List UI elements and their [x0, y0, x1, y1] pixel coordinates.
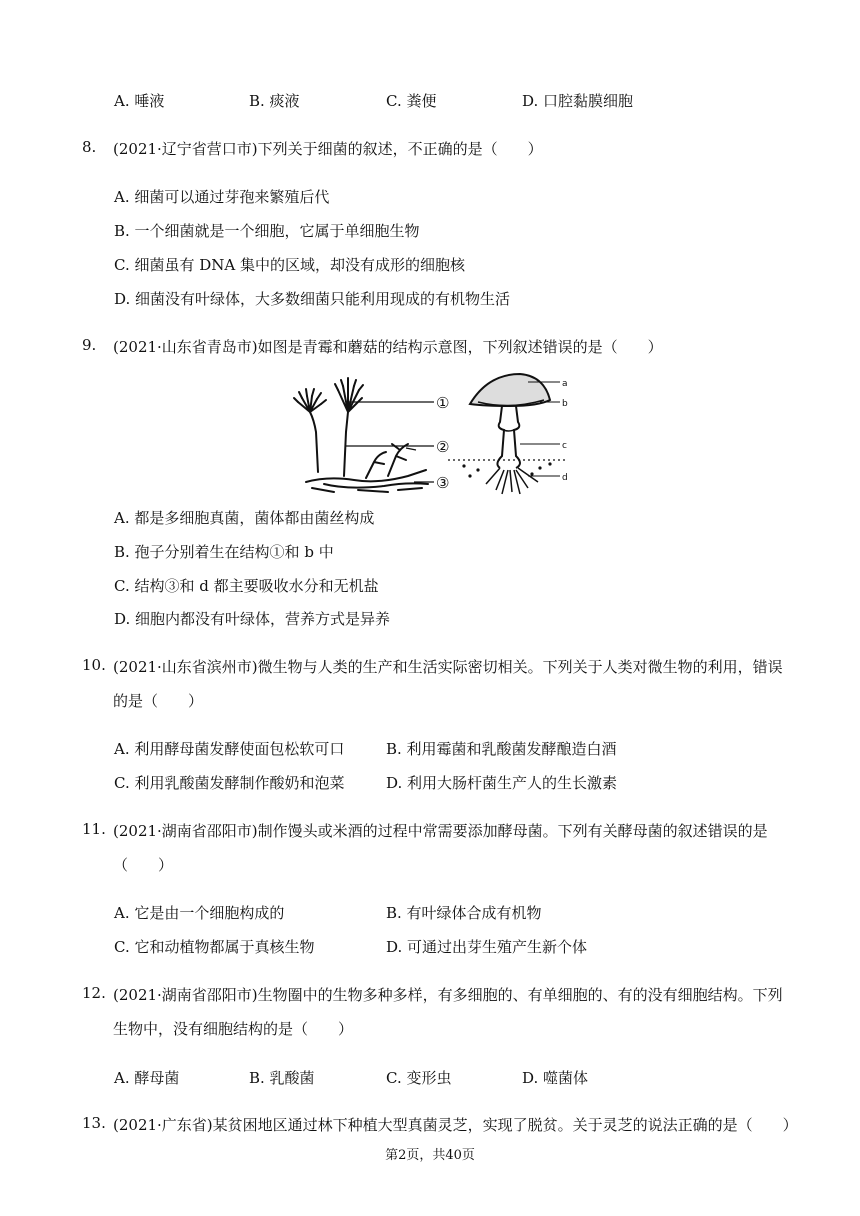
q12-stem-line2: 生物中，没有细胞结构的是（ ） [113, 1020, 354, 1038]
q8-option-c: C. 细菌虽有 DNA 集中的区域，却没有成形的细胞核 [114, 256, 466, 274]
label-b: b [562, 399, 568, 409]
q11-number: 11. [82, 820, 106, 838]
label-c: c [562, 441, 567, 451]
q10-option-a: A. 利用酵母菌发酵使面包松软可口 [114, 740, 345, 758]
q9-stem: (2021·山东省青岛市)如图是青霉和蘑菇的结构示意图，下列叙述错误的是（ ） [113, 338, 663, 356]
label-a: a [562, 379, 568, 389]
q13-stem: (2021·广东省)某贫困地区通过林下种植大型真菌灵芝，实现了脱贫。关于灵芝的说法正确的是（ ） [113, 1116, 798, 1134]
penicillium-mushroom-diagram [288, 372, 574, 496]
page-footer: 第2页，共40页 [385, 1148, 475, 1163]
q8-option-a: A. 细菌可以通过芽孢来繁殖后代 [114, 188, 330, 206]
q11-option-c: C. 它和动植物都属于真核生物 [114, 938, 315, 956]
q7-option-b: B. 痰液 [249, 92, 300, 110]
q8-number: 8. [82, 138, 97, 156]
q11-stem-line1: (2021·湖南省邵阳市)制作馒头或米酒的过程中常需要添加酵母菌。下列有关酵母菌的叙述错误的是 [113, 822, 768, 840]
q9-number: 9. [82, 336, 97, 354]
q9-option-c: C. 结构③和 d 都主要吸收水分和无机盐 [114, 577, 379, 595]
q9-option-a: A. 都是多细胞真菌，菌体都由菌丝构成 [114, 509, 375, 527]
q12-option-a: A. 酵母菌 [114, 1069, 180, 1087]
q11-stem-line2: （ ） [113, 856, 174, 874]
q10-option-d: D. 利用大肠杆菌生产人的生长激素 [386, 774, 618, 792]
q12-number: 12. [82, 984, 106, 1002]
q12-stem-line1: (2021·湖南省邵阳市)生物圈中的生物多种多样，有多细胞的、有单细胞的、有的没有细胞结构。下列 [113, 986, 783, 1004]
q7-option-d: D. 口腔黏膜细胞 [522, 92, 634, 110]
label-1: ① [436, 394, 450, 412]
q7-option-c: C. 粪便 [386, 92, 437, 110]
q11-option-d: D. 可通过出芽生殖产生新个体 [386, 938, 588, 956]
q8-stem: (2021·辽宁省营口市)下列关于细菌的叙述，不正确的是（ ） [113, 140, 543, 158]
q8-option-d: D. 细菌没有叶绿体，大多数细菌只能利用现成的有机物生活 [114, 290, 511, 308]
q8-option-b: B. 一个细菌就是一个细胞，它属于单细胞生物 [114, 222, 420, 240]
q9-option-d: D. 细胞内都没有叶绿体，营养方式是异养 [114, 610, 391, 628]
q11-option-a: A. 它是由一个细胞构成的 [114, 904, 285, 922]
q10-option-c: C. 利用乳酸菌发酵制作酸奶和泡菜 [114, 774, 345, 792]
label-3: ③ [436, 474, 450, 492]
q12-option-b: B. 乳酸菌 [249, 1069, 315, 1087]
q10-stem-line2: 的是（ ） [113, 692, 204, 710]
q13-number: 13. [82, 1114, 106, 1132]
q10-option-b: B. 利用霉菌和乳酸菌发酵酿造白酒 [386, 740, 617, 758]
label-d: d [562, 473, 568, 483]
q7-option-a: A. 唾液 [114, 92, 165, 110]
q9-option-b: B. 孢子分别着生在结构①和 b 中 [114, 543, 334, 561]
q10-number: 10. [82, 656, 106, 674]
q10-stem-line1: (2021·山东省滨州市)微生物与人类的生产和生活实际密切相关。下列关于人类对微生物的利用，错误 [113, 658, 783, 676]
q12-option-d: D. 噬菌体 [522, 1069, 589, 1087]
q11-option-b: B. 有叶绿体合成有机物 [386, 904, 542, 922]
q12-option-c: C. 变形虫 [386, 1069, 452, 1087]
label-2: ② [436, 438, 450, 456]
